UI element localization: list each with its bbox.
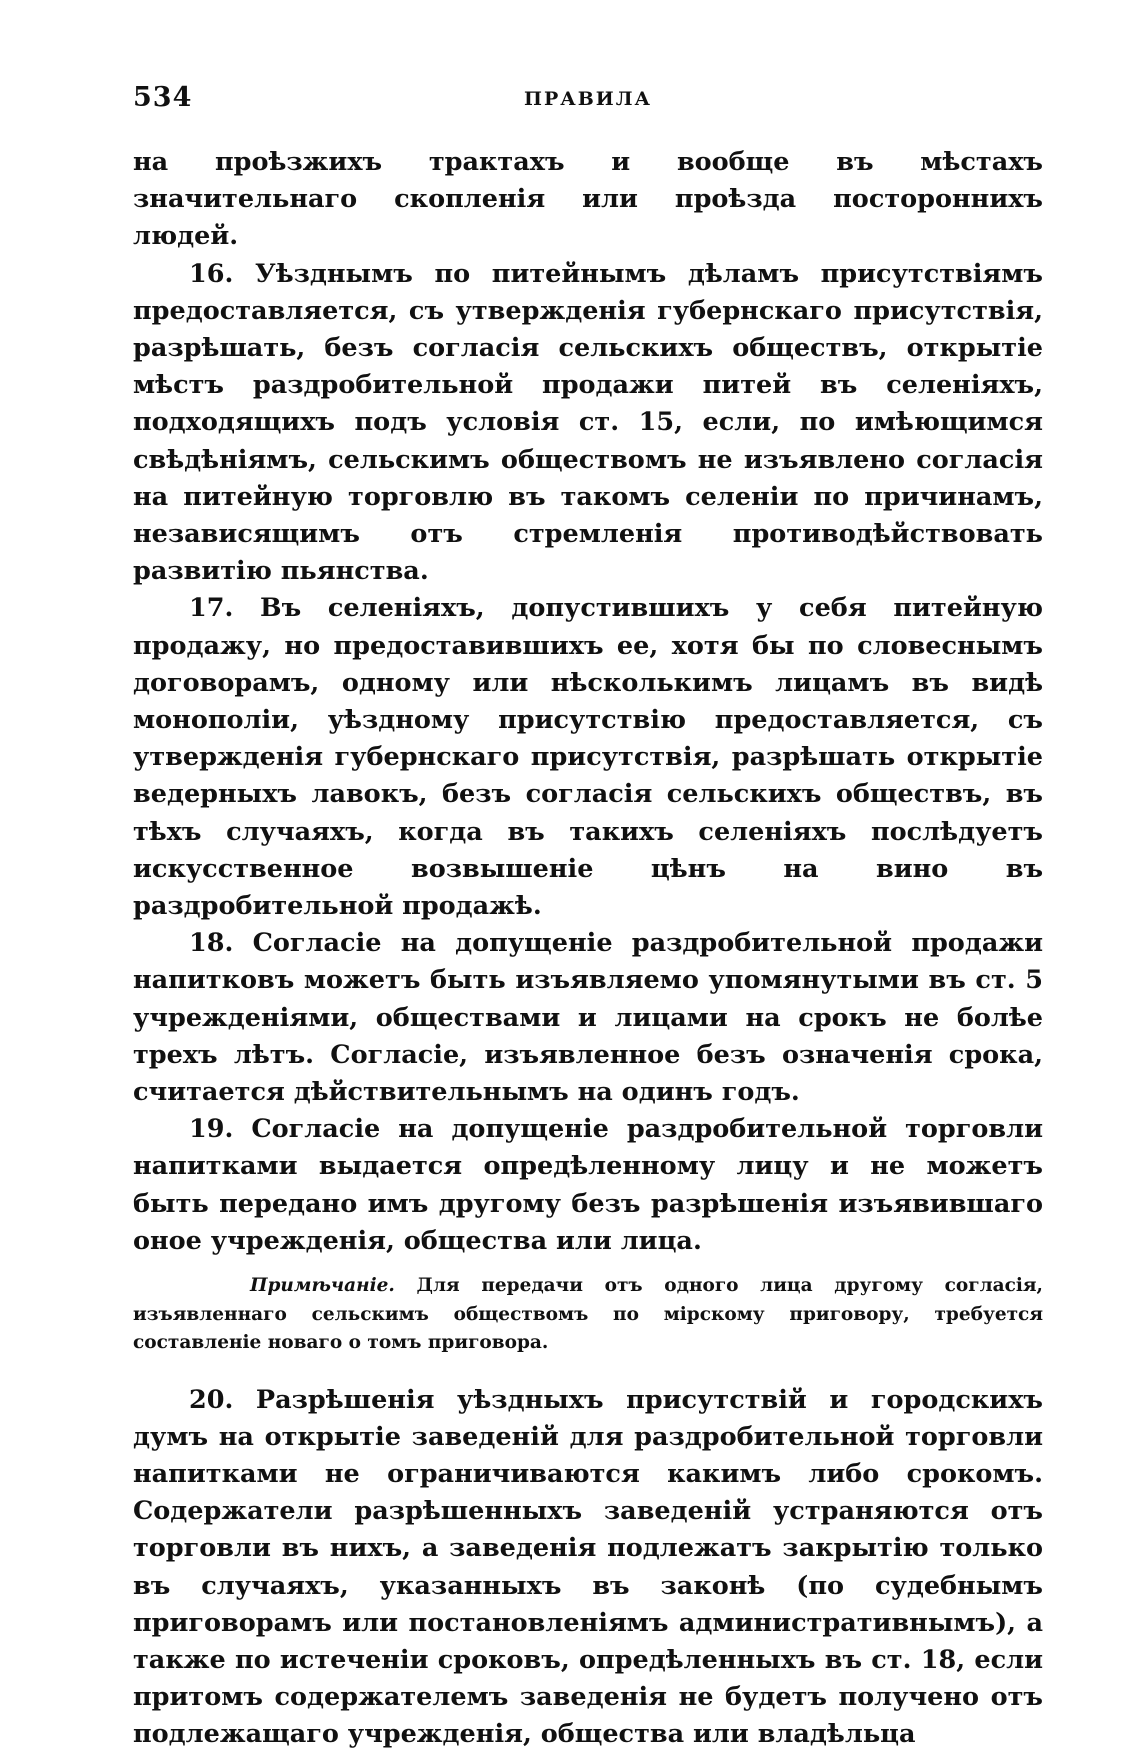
continuation-paragraph: на проѣзжихъ трактахъ и вообще въ мѣстахъ значительнаго скопленія или проѣзда постороннихъ людей. [133,147,1043,252]
article-17: 17. Въ селеніяхъ, допустившихъ у себя питейную продажу, но предоставившихъ ее, хотя бы по словеснымъ договорамъ, одному или нѣсколькимъ лицамъ въ видѣ монополіи, уѣздному присутствію предоставляется, съ утвержденія губернскаго присутствія, разрѣшать открытіе ведерныхъ лавокъ, безъ согласія сельскихъ обществъ, въ тѣхъ случаяхъ, когда въ такихъ селеніяхъ послѣдуетъ искусственное возвышеніе цѣнъ на вино въ раздробительной продажѣ. [133,593,1043,922]
note-text: Для передачи отъ одного лица другому согласія, изъявленнаго сельскимъ обществомъ по мірскому приговору, требуется составленіе новаго о томъ приговора. [133,1275,1044,1354]
article-18: 18. Согласіе на допущеніе раздробительной продажи напитковъ можетъ быть изъявляемо упомянутыми въ ст. 5 учрежденіями, обществами и лицами на срокъ не болѣе трехъ лѣтъ. Согласіе, изъявленное безъ означенія срока, считается дѣйствительнымъ на одинъ годъ. [133,928,1043,1108]
document-page [133,82,1043,1754]
article-19: 19. Согласіе на допущеніе раздробительной торговли напитками выдается опредѣленному лицу и не можетъ быть передано имъ другому безъ разрѣшенія изъявившаго оное учрежденія, общества или лица. [133,1114,1043,1256]
page-header-title: ПРАВИЛА [524,88,652,110]
footnote-remark [133,1272,1043,1358]
running-head [133,82,1043,122]
article-20: 20. Разрѣшенія уѣздныхъ присутствій и городскихъ думъ на открытіе заведеній для раздробительной торговли напитками не ограничиваются какимъ либо срокомъ. Содержатели разрѣшенныхъ заведеній устраняются отъ торговли въ нихъ, а заведенія подлежатъ закрытію только въ случаяхъ, указанныхъ въ законѣ (по судебнымъ приговорамъ или постановленіямъ административнымъ), а также по истеченіи сроковъ, опредѣленныхъ въ ст. 18, если притомъ содержателемъ заведенія не будетъ получено отъ подлежащаго учрежденія, общества или владѣльца [133,1384,1043,1750]
note-label: Примѣчаніе. [250,1275,395,1297]
article-16: 16. Уѣзднымъ по питейнымъ дѣламъ присутствіямъ предоставляется, съ утвержденія губернскаго присутствія, разрѣшать, безъ согласія сельскихъ обществъ, открытіе мѣстъ раздробительной продажи питей въ селеніяхъ, подходящихъ подъ условія ст. 15, если, по имѣющимся свѣдѣніямъ, сельскимъ обществомъ не изъявлено согласія на питейную торговлю въ такомъ селеніи по причинамъ, независящимъ отъ стремленія противодѣйствовать развитію пьянства. [133,258,1043,587]
page-number: 534 [133,82,193,113]
